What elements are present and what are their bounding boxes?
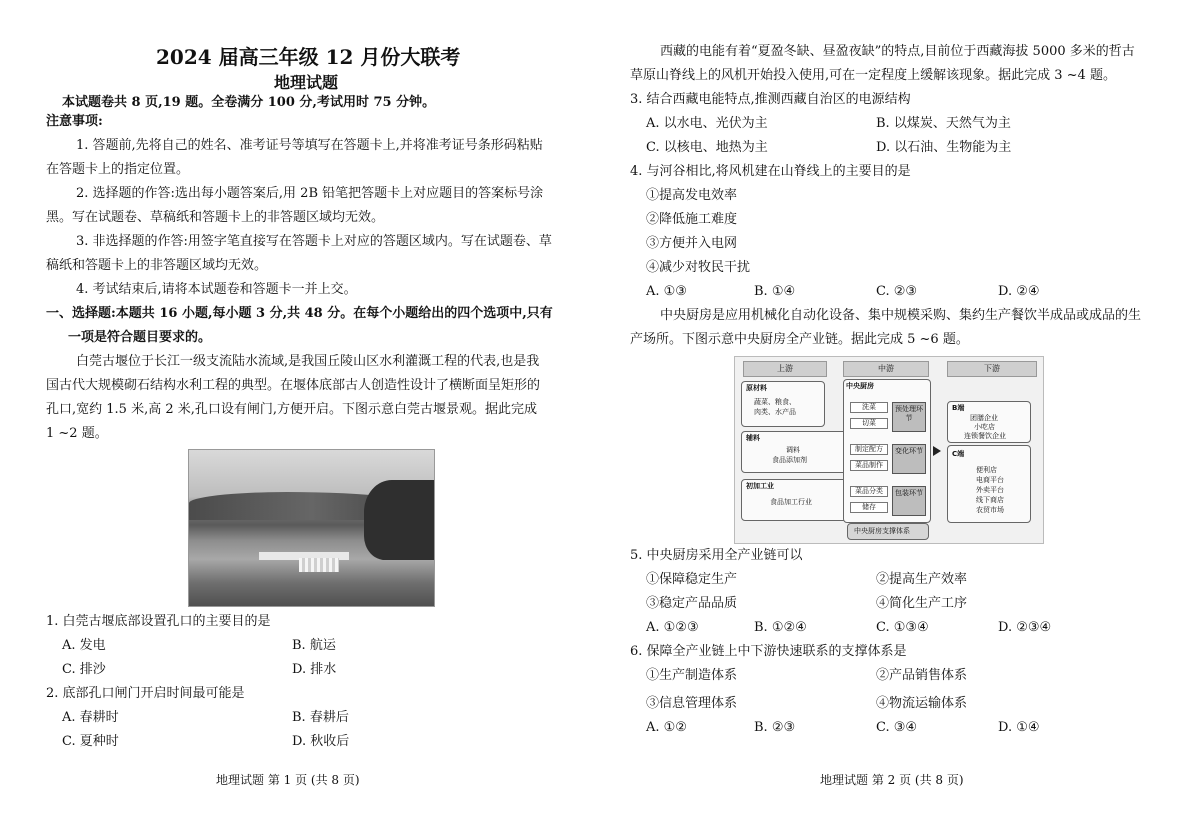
- pretreatment-stage: 预处理环节: [892, 402, 926, 432]
- option-c: C. 排沙: [62, 662, 106, 677]
- central-kitchen-box: [843, 379, 931, 523]
- auxiliary-item: 食品添加剂: [772, 456, 807, 464]
- statement-item: ①保障稳定生产: [646, 572, 738, 587]
- c-end-item: 便利店: [976, 466, 997, 474]
- option-c: C. 以核电、地热为主: [646, 140, 768, 155]
- passage-line: 1 ~2 题。: [46, 426, 108, 441]
- upstream-header: 上游: [743, 361, 827, 377]
- option-b: B. 航运: [292, 638, 336, 653]
- trees-shape: [364, 480, 434, 560]
- primary-processing-title: 初加工业: [746, 482, 774, 490]
- downstream-header: 下游: [947, 361, 1037, 377]
- c-end-item: 电商平台: [976, 476, 1004, 484]
- option-a: A. 发电: [62, 638, 106, 653]
- exam-title: 2024 届高三年级 12 月份大联考: [156, 45, 461, 69]
- support-system-box: [847, 523, 929, 540]
- option-a: A. ①②③: [646, 620, 699, 635]
- cut-step: 切菜: [850, 418, 888, 429]
- notice-line: 在答题卡上的指定位置。: [46, 162, 190, 177]
- primary-processing-item: 食品加工行业: [770, 498, 812, 506]
- passage-line: 国古代大规模砌石结构水利工程的典型。在堰体底部古人创造性设计了横断面呈矩形的: [46, 378, 541, 393]
- sorting-step: 菜品分类: [850, 486, 888, 497]
- option-d: D. ①④: [998, 720, 1040, 735]
- raw-material-item: 肉类、水产品: [754, 408, 796, 416]
- raw-material-item: 蔬菜、粮食、: [754, 398, 796, 406]
- option-b: B. ①④: [754, 284, 796, 299]
- c-end-item: 农贸市场: [976, 506, 1004, 514]
- raw-material-box: [741, 381, 825, 427]
- b-end-title: B端: [952, 404, 965, 412]
- c-end-box: [947, 445, 1031, 523]
- option-b: B. ②③: [754, 720, 796, 735]
- notice-line: 2. 选择题的作答:选出每小题答案后,用 2B 铅笔把答题卡上对应题目的答案标号涂: [76, 186, 544, 201]
- arrow-right-icon: [933, 446, 941, 456]
- option-a: A. ①③: [646, 284, 687, 299]
- notice-heading: 注意事项:: [46, 114, 103, 129]
- b-end-item: 连锁餐饮企业: [964, 432, 1006, 440]
- option-b: B. 春耕后: [292, 710, 349, 725]
- statement-item: ②降低施工难度: [646, 212, 738, 227]
- section-heading: 一项是符合题目要求的。: [68, 330, 212, 345]
- weir-landscape-photo: [188, 449, 435, 607]
- passage-line: 白莞古堰位于长江一级支流陆水流域,是我国丘陵山区水利灌溉工程的代表,也是我: [76, 354, 540, 369]
- transform-stage: 变化环节: [892, 444, 926, 474]
- notice-line: 3. 非选择题的作答:用签字笔直接写在答题卡上对应的答题区域内。写在试题卷、草: [76, 234, 552, 249]
- exam-info: 本试题卷共 8 页,19 题。全卷满分 100 分,考试用时 75 分钟。: [62, 95, 436, 110]
- option-d: D. ②④: [998, 284, 1040, 299]
- b-end-item: 小吃店: [974, 423, 995, 431]
- notice-line: 稿纸和答题卡上的非答题区域均无效。: [46, 258, 268, 273]
- option-d: D. ②③④: [998, 620, 1052, 635]
- storage-step: 储存: [850, 502, 888, 513]
- option-d: D. 以石油、生物能为主: [876, 140, 1012, 155]
- option-d: D. 秋收后: [292, 734, 350, 749]
- b-end-item: 团膳企业: [970, 414, 998, 422]
- option-b: B. ①②④: [754, 620, 807, 635]
- page-footer: 地理试题 第 2 页 (共 8 页): [820, 773, 964, 787]
- option-b: B. 以煤炭、天然气为主: [876, 116, 1011, 131]
- option-a: A. 以水电、光伏为主: [646, 116, 768, 131]
- c-end-title: C端: [952, 450, 965, 458]
- statement-item: ②产品销售体系: [876, 668, 968, 683]
- statement-item: ④简化生产工序: [876, 596, 968, 611]
- page-footer: 地理试题 第 1 页 (共 8 页): [216, 773, 360, 787]
- statement-item: ③信息管理体系: [646, 696, 738, 711]
- statement-item: ①提高发电效率: [646, 188, 738, 203]
- statement-item: ④物流运输体系: [876, 696, 968, 711]
- question-stem: 2. 底部孔口闸门开启时间最可能是: [46, 686, 245, 701]
- wash-step: 洗菜: [850, 402, 888, 413]
- notice-line: 黑。写在试题卷、草稿纸和答题卡上的非答题区域均无效。: [46, 210, 385, 225]
- question-stem: 5. 中央厨房采用全产业链可以: [630, 548, 803, 563]
- cooking-step: 菜品制作: [850, 460, 888, 471]
- passage-line: 产场所。下图示意中央厨房全产业链。据此完成 5 ~6 题。: [630, 332, 969, 347]
- b-end-box: [947, 401, 1031, 443]
- option-c: C. ③④: [876, 720, 918, 735]
- c-end-item: 外卖平台: [976, 486, 1004, 494]
- question-stem: 1. 白莞古堰底部设置孔口的主要目的是: [46, 614, 271, 629]
- passage-line: 草原山脊线上的风机开始投入使用,可在一定程度上缓解该现象。据此完成 3 ~4 题。: [630, 68, 1116, 83]
- central-kitchen-chain-diagram: [734, 356, 1044, 544]
- waterfall-shape: [299, 558, 339, 572]
- section-heading: 一、选择题:本题共 16 小题,每小题 3 分,共 48 分。在每个小题给出的四个选项中,只有: [46, 306, 553, 321]
- statement-item: ③方便并入电网: [646, 236, 738, 251]
- support-system-label: 中央厨房支撑体系: [854, 527, 910, 535]
- statement-item: ②提高生产效率: [876, 572, 968, 587]
- question-stem: 3. 结合西藏电能特点,推测西藏自治区的电源结构: [630, 92, 911, 107]
- auxiliary-box: [741, 431, 847, 473]
- c-end-item: 线下商店: [976, 496, 1004, 504]
- question-stem: 4. 与河谷相比,将风机建在山脊线上的主要目的是: [630, 164, 911, 179]
- statement-item: ④减少对牧民干扰: [646, 260, 751, 275]
- packaging-stage: 包装环节: [892, 486, 926, 516]
- option-a: A. ①②: [646, 720, 687, 735]
- recipe-step: 制定配方: [850, 444, 888, 455]
- option-a: A. 春耕时: [62, 710, 119, 725]
- midstream-header: 中游: [843, 361, 929, 377]
- option-c: C. ②③: [876, 284, 918, 299]
- raw-material-title: 原材料: [746, 384, 767, 392]
- auxiliary-title: 辅料: [746, 434, 760, 442]
- question-stem: 6. 保障全产业链上中下游快速联系的支撑体系是: [630, 644, 907, 659]
- central-kitchen-title: 中央厨房: [846, 382, 874, 390]
- primary-processing-box: [741, 479, 847, 521]
- passage-line: 西藏的电能有着“夏盈冬缺、昼盈夜缺”的特点,目前位于西藏海拔 5000 多米的哲古: [660, 44, 1135, 59]
- notice-line: 4. 考试结束后,请将本试题卷和答题卡一并上交。: [76, 282, 357, 297]
- notice-line: 1. 答题前,先将自己的姓名、准考证号等填写在答题卡上,并将准考证号条形码粘贴: [76, 138, 543, 153]
- option-c: C. ①③④: [876, 620, 929, 635]
- option-d: D. 排水: [292, 662, 337, 677]
- passage-line: 中央厨房是应用机械化自动化设备、集中规模采购、集约生产餐饮半成品或成品的生: [660, 308, 1142, 323]
- statement-item: ③稳定产品品质: [646, 596, 738, 611]
- option-c: C. 夏种时: [62, 734, 119, 749]
- exam-subtitle: 地理试题: [274, 73, 339, 92]
- statement-item: ①生产制造体系: [646, 668, 738, 683]
- passage-line: 孔口,宽约 1.5 米,高 2 米,孔口设有闸门,方便开启。下图示意白莞古堰景观。据此完成: [46, 402, 538, 417]
- auxiliary-item: 调料: [786, 446, 800, 454]
